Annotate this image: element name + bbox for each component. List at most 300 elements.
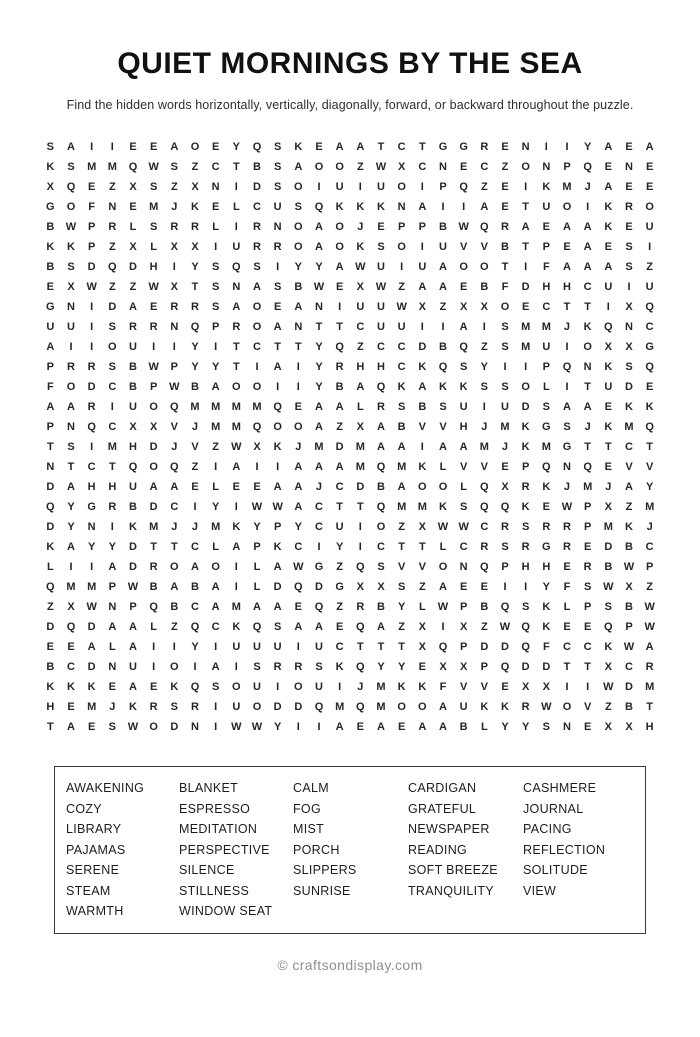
grid-letter: Q: [128, 461, 138, 473]
grid-letter: N: [108, 661, 117, 673]
grid-letter: T: [604, 441, 612, 453]
grid-letter: J: [295, 441, 302, 453]
word-item: CALM: [293, 781, 329, 795]
grid-row: [40, 477, 660, 497]
grid-letter: R: [149, 701, 158, 713]
grid-letter: P: [521, 461, 530, 473]
grid-letter: W: [623, 641, 635, 653]
grid-letter: P: [108, 581, 116, 593]
grid-letter: C: [356, 321, 365, 333]
grid-letter: S: [253, 661, 261, 673]
grid-letter: Z: [604, 701, 612, 713]
grid-letter: I: [110, 401, 114, 413]
grid-letter: I: [276, 461, 280, 473]
grid-letter: C: [108, 381, 117, 393]
word-list-column: [293, 778, 408, 922]
grid-letter: A: [439, 581, 447, 593]
grid-letter: R: [480, 541, 489, 553]
grid-letter: R: [542, 521, 551, 533]
grid-letter: T: [356, 641, 364, 653]
grid-letter: Y: [315, 361, 323, 373]
grid-letter: R: [294, 661, 303, 673]
grid-letter: A: [563, 401, 571, 413]
grid-letter: I: [296, 721, 300, 733]
grid-letter: E: [625, 141, 633, 153]
grid-letter: K: [356, 241, 365, 253]
grid-letter: E: [232, 481, 240, 493]
grid-letter: I: [503, 581, 507, 593]
grid-letter: E: [191, 481, 199, 493]
grid-letter: P: [439, 181, 447, 193]
grid-letter: K: [459, 381, 468, 393]
grid-letter: K: [604, 361, 613, 373]
grid-letter: L: [129, 221, 137, 233]
grid-letter: H: [149, 261, 158, 273]
grid-letter: A: [191, 561, 199, 573]
grid-letter: S: [397, 401, 406, 413]
grid-letter: J: [357, 221, 364, 233]
grid-letter: T: [418, 141, 426, 153]
grid-letter: O: [252, 701, 262, 713]
grid-letter: I: [255, 461, 259, 473]
grid-letter: J: [501, 441, 509, 453]
grid-letter: D: [521, 661, 530, 673]
grid-letter: U: [67, 321, 75, 333]
grid-letter: J: [315, 481, 323, 493]
grid-letter: Y: [294, 521, 302, 533]
grid-letter: Z: [129, 281, 137, 293]
grid-letter: A: [583, 261, 592, 273]
grid-letter: M: [149, 201, 159, 213]
grid-letter: J: [191, 521, 199, 533]
grid-letter: Q: [521, 641, 530, 653]
grid-letter: M: [583, 481, 593, 493]
grid-letter: V: [583, 701, 592, 713]
grid-letter: U: [335, 181, 344, 193]
grid-letter: B: [170, 601, 179, 613]
grid-letter: A: [397, 441, 406, 453]
grid-letter: A: [439, 261, 447, 273]
grid-letter: B: [46, 221, 55, 233]
grid-letter: K: [46, 241, 55, 253]
grid-letter: A: [377, 421, 385, 433]
grid-letter: N: [191, 721, 199, 733]
grid-letter: R: [521, 701, 530, 713]
grid-letter: C: [583, 281, 592, 293]
grid-letter: Q: [314, 601, 324, 613]
grid-row: [40, 397, 660, 417]
grid-letter: E: [315, 141, 323, 153]
grid-letter: Z: [170, 181, 178, 193]
grid-letter: C: [335, 641, 344, 653]
grid-letter: O: [583, 341, 592, 353]
grid-letter: K: [625, 521, 633, 533]
grid-letter: M: [397, 501, 407, 513]
grid-letter: O: [170, 661, 179, 673]
grid-row: [40, 417, 660, 437]
grid-letter: I: [152, 641, 156, 653]
grid-letter: L: [418, 601, 426, 613]
grid-letter: I: [110, 141, 114, 153]
word-list-column: [523, 778, 638, 922]
grid-letter: K: [418, 681, 427, 693]
grid-letter: Y: [583, 141, 592, 153]
grid-letter: I: [276, 381, 280, 393]
grid-letter: O: [521, 161, 530, 173]
grid-letter: P: [542, 241, 550, 253]
grid-letter: B: [625, 541, 633, 553]
grid-letter: J: [646, 521, 653, 533]
grid-letter: L: [542, 381, 550, 393]
grid-letter: J: [584, 181, 591, 193]
grid-letter: L: [46, 561, 54, 573]
grid-letter: K: [129, 701, 137, 713]
grid-letter: O: [252, 381, 262, 393]
word-list-column: [408, 778, 523, 922]
grid-letter: R: [521, 541, 530, 553]
grid-letter: S: [67, 161, 75, 173]
grid-letter: U: [645, 281, 654, 293]
grid-letter: C: [542, 301, 551, 313]
grid-letter: R: [645, 661, 654, 673]
grid-letter: E: [294, 401, 302, 413]
grid-letter: T: [522, 201, 530, 213]
grid-letter: E: [459, 161, 468, 173]
grid-letter: X: [501, 481, 509, 493]
grid-letter: H: [563, 281, 571, 293]
grid-letter: W: [644, 601, 655, 613]
grid-letter: H: [459, 421, 468, 433]
grid-letter: Q: [356, 661, 365, 673]
grid-letter: K: [625, 401, 633, 413]
grid-letter: M: [645, 501, 655, 513]
grid-letter: Q: [273, 401, 282, 413]
grid-letter: Q: [46, 581, 55, 593]
grid-letter: A: [315, 461, 323, 473]
grid-letter: K: [46, 681, 55, 693]
grid-letter: Y: [315, 341, 323, 353]
grid-letter: K: [67, 681, 75, 693]
grid-letter: O: [562, 201, 572, 213]
grid-letter: P: [459, 641, 468, 653]
grid-letter: M: [190, 401, 200, 413]
grid-letter: E: [501, 461, 509, 473]
grid-letter: M: [397, 461, 407, 473]
grid-letter: E: [521, 301, 530, 313]
grid-letter: Q: [356, 621, 365, 633]
grid-letter: P: [645, 561, 654, 573]
grid-letter: N: [459, 561, 468, 573]
grid-letter: M: [603, 521, 613, 533]
grid-letter: U: [273, 201, 282, 213]
grid-letter: I: [234, 561, 238, 573]
grid-letter: A: [315, 221, 323, 233]
grid-letter: E: [459, 581, 468, 593]
grid-letter: W: [561, 501, 573, 513]
grid-letter: D: [604, 541, 613, 553]
grid-letter: T: [584, 441, 592, 453]
grid-letter: I: [400, 261, 404, 273]
grid-letter: B: [129, 381, 137, 393]
grid-letter: Q: [480, 561, 489, 573]
grid-letter: H: [377, 361, 385, 373]
grid-letter: Q: [645, 301, 654, 313]
grid-letter: W: [251, 501, 263, 513]
grid-letter: A: [46, 341, 55, 353]
grid-letter: W: [437, 601, 449, 613]
grid-letter: I: [214, 641, 218, 653]
grid-letter: J: [171, 441, 178, 453]
grid-letter: L: [150, 621, 158, 633]
grid-letter: Z: [336, 601, 344, 613]
grid-letter: R: [356, 601, 365, 613]
grid-letter: S: [501, 341, 509, 353]
grid-letter: A: [418, 381, 427, 393]
grid-letter: K: [542, 621, 551, 633]
grid-letter: N: [108, 601, 117, 613]
grid-letter: U: [356, 301, 365, 313]
grid-letter: D: [87, 661, 96, 673]
grid-letter: M: [645, 681, 655, 693]
grid-letter: A: [232, 461, 241, 473]
grid-letter: D: [315, 581, 323, 593]
grid-letter: D: [46, 521, 55, 533]
grid-letter: R: [480, 141, 489, 153]
grid-letter: R: [170, 221, 179, 233]
grid-letter: J: [109, 701, 116, 713]
grid-letter: K: [129, 521, 137, 533]
grid-letter: Q: [521, 621, 530, 633]
grid-letter: Q: [542, 461, 551, 473]
grid-letter: Y: [315, 381, 323, 393]
grid-letter: R: [170, 301, 179, 313]
grid-letter: Y: [108, 541, 116, 553]
grid-letter: O: [294, 181, 303, 193]
grid-letter: X: [439, 661, 447, 673]
grid-letter: E: [604, 241, 612, 253]
word-item: STILLNESS: [179, 883, 250, 898]
word-list-column: [179, 778, 293, 922]
grid-letter: D: [542, 661, 551, 673]
grid-letter: X: [604, 501, 612, 513]
grid-letter: M: [417, 501, 427, 513]
grid-letter: R: [232, 321, 241, 333]
grid-letter: I: [317, 541, 321, 553]
grid-letter: A: [645, 641, 654, 653]
grid-letter: C: [315, 521, 323, 533]
grid-letter: T: [336, 501, 344, 513]
grid-letter: C: [108, 421, 117, 433]
grid-letter: Y: [521, 721, 530, 733]
grid-letter: X: [625, 341, 633, 353]
grid-letter: I: [358, 181, 362, 193]
grid-letter: M: [149, 521, 159, 533]
grid-letter: V: [459, 241, 468, 253]
grid-letter: Z: [46, 601, 54, 613]
grid-letter: N: [46, 461, 55, 473]
grid-letter: K: [67, 241, 75, 253]
grid-letter: H: [542, 561, 551, 573]
grid-letter: P: [273, 521, 282, 533]
grid-letter: R: [335, 361, 344, 373]
grid-letter: K: [377, 201, 385, 213]
grid-letter: O: [335, 241, 344, 253]
word-item: TRANQUILITY: [408, 883, 494, 898]
grid-letter: O: [190, 141, 200, 153]
grid-letter: L: [150, 241, 158, 253]
grid-letter: E: [67, 641, 75, 653]
grid-letter: D: [625, 381, 633, 393]
grid-letter: A: [232, 541, 241, 553]
grid-letter: S: [211, 281, 220, 293]
grid-letter: M: [355, 441, 365, 453]
grid-letter: Q: [335, 341, 344, 353]
grid-letter: E: [501, 201, 509, 213]
grid-letter: U: [542, 201, 551, 213]
grid-letter: X: [67, 601, 75, 613]
grid-letter: A: [315, 241, 323, 253]
grid-letter: O: [480, 261, 489, 273]
grid-letter: I: [296, 381, 300, 393]
grid-letter: E: [563, 621, 571, 633]
grid-letter: X: [46, 181, 54, 193]
grid-letter: S: [501, 541, 509, 553]
grid-letter: I: [296, 361, 300, 373]
grid-letter: W: [623, 561, 635, 573]
grid-letter: A: [459, 321, 468, 333]
grid-letter: G: [46, 201, 55, 213]
grid-letter: S: [253, 261, 261, 273]
grid-letter: X: [459, 661, 468, 673]
grid-letter: I: [214, 461, 218, 473]
grid-letter: C: [645, 541, 654, 553]
grid-letter: U: [129, 481, 137, 493]
grid-letter: T: [356, 501, 364, 513]
grid-letter: M: [376, 701, 386, 713]
grid-letter: I: [565, 141, 569, 153]
grid-letter: R: [521, 481, 530, 493]
grid-letter: Q: [128, 161, 138, 173]
grid-letter: R: [583, 561, 592, 573]
grid-letter: L: [212, 541, 220, 553]
grid-letter: Q: [604, 621, 613, 633]
grid-letter: B: [46, 661, 55, 673]
grid-letter: N: [232, 281, 241, 293]
grid-letter: M: [479, 441, 489, 453]
grid-letter: E: [377, 221, 385, 233]
grid-letter: S: [501, 321, 509, 333]
grid-letter: Z: [170, 621, 178, 633]
grid-letter: Z: [336, 421, 344, 433]
grid-letter: E: [625, 181, 633, 193]
grid-letter: Q: [500, 601, 510, 613]
grid-letter: S: [501, 381, 509, 393]
grid-letter: C: [418, 161, 427, 173]
grid-letter: D: [149, 501, 158, 513]
grid-letter: S: [377, 561, 385, 573]
grid-letter: L: [212, 221, 220, 233]
grid-letter: Z: [398, 621, 406, 633]
grid-letter: E: [583, 621, 592, 633]
grid-letter: S: [294, 201, 302, 213]
grid-letter: X: [253, 441, 261, 453]
grid-letter: P: [87, 221, 96, 233]
grid-letter: X: [604, 341, 612, 353]
grid-letter: U: [129, 341, 137, 353]
grid-letter: A: [273, 361, 282, 373]
grid-letter: M: [107, 161, 117, 173]
grid-letter: B: [480, 281, 489, 293]
grid-letter: K: [232, 621, 241, 633]
grid-letter: K: [439, 381, 447, 393]
grid-letter: N: [108, 201, 117, 213]
grid-letter: C: [480, 521, 489, 533]
grid-letter: C: [191, 601, 199, 613]
grid-letter: E: [501, 181, 509, 193]
word-item: SLIPPERS: [293, 863, 357, 877]
grid-letter: X: [356, 421, 364, 433]
grid-letter: A: [583, 221, 592, 233]
word-item: STEAM: [66, 883, 111, 898]
grid-letter: W: [313, 281, 325, 293]
grid-letter: Z: [356, 161, 364, 173]
grid-letter: K: [356, 201, 365, 213]
grid-letter: K: [170, 681, 179, 693]
grid-letter: Y: [191, 341, 199, 353]
grid-letter: D: [356, 481, 365, 493]
grid-letter: E: [542, 221, 550, 233]
grid-letter: C: [397, 141, 406, 153]
grid-letter: I: [441, 321, 445, 333]
grid-letter: D: [129, 541, 137, 553]
grid-letter: A: [67, 721, 75, 733]
grid-letter: Q: [356, 561, 365, 573]
grid-letter: U: [315, 681, 323, 693]
grid-letter: E: [294, 601, 302, 613]
grid-letter: I: [214, 721, 218, 733]
grid-letter: W: [86, 281, 97, 293]
grid-letter: Q: [46, 501, 55, 513]
grid-letter: M: [87, 701, 97, 713]
grid-letter: G: [459, 141, 468, 153]
grid-letter: O: [314, 161, 324, 173]
grid-letter: I: [276, 261, 280, 273]
puzzle-page: [0, 47, 700, 1037]
grid-letter: A: [377, 621, 385, 633]
grid-letter: R: [149, 321, 158, 333]
grid-letter: Y: [67, 521, 75, 533]
grid-letter: I: [441, 621, 445, 633]
grid-letter: Q: [604, 321, 613, 333]
grid-letter: H: [356, 361, 365, 373]
grid-letter: P: [149, 381, 158, 393]
grid-letter: A: [604, 261, 613, 273]
grid-letter: S: [542, 721, 550, 733]
grid-letter: B: [46, 261, 55, 273]
grid-letter: Z: [625, 501, 633, 513]
grid-letter: D: [129, 261, 137, 273]
grid-letter: Z: [418, 581, 426, 593]
grid-letter: I: [152, 661, 156, 673]
grid-letter: T: [67, 461, 75, 473]
grid-letter: O: [252, 301, 262, 313]
grid-letter: D: [253, 181, 261, 193]
grid-letter: X: [377, 581, 385, 593]
grid-letter: X: [356, 581, 364, 593]
grid-letter: M: [355, 461, 365, 473]
grid-letter: K: [46, 161, 55, 173]
grid-letter: E: [542, 501, 550, 513]
